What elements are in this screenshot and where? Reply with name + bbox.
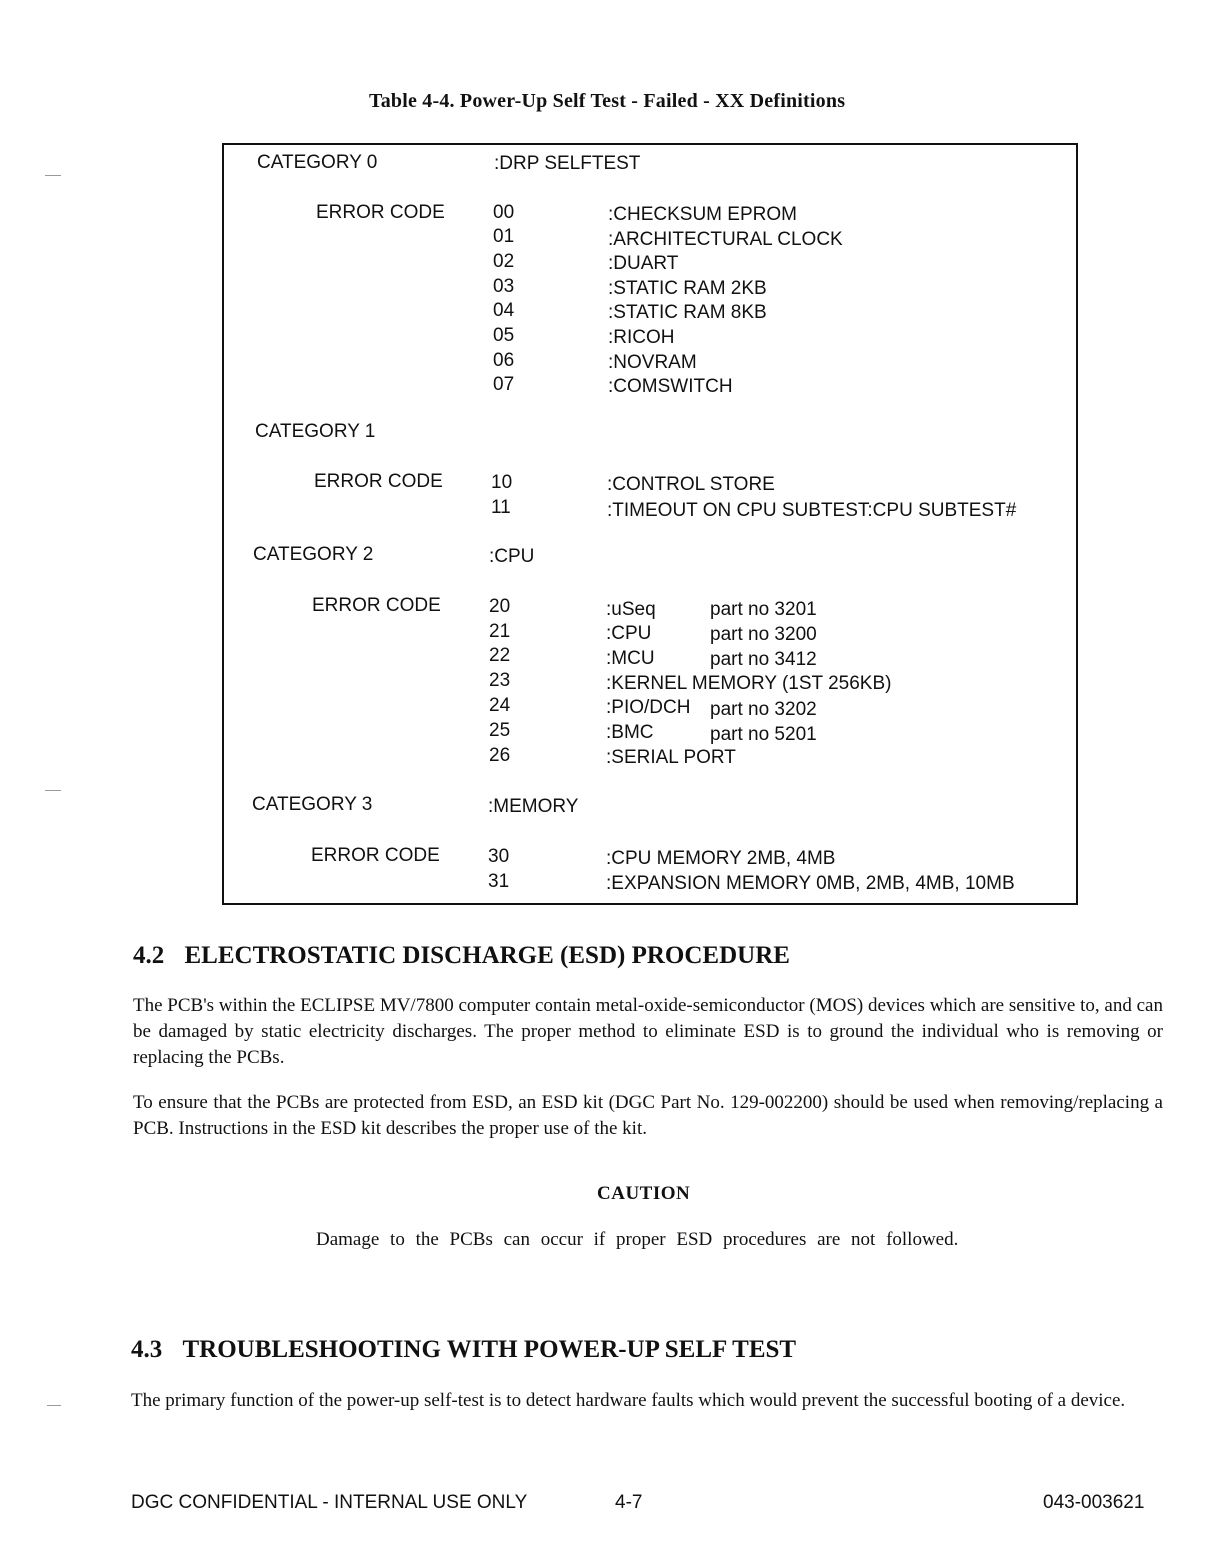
category-label: CATEGORY 2: [253, 544, 374, 565]
error-code: 30: [488, 846, 510, 867]
error-desc: :BMC: [606, 722, 654, 743]
error-desc: :uSeq: [606, 599, 656, 620]
paragraph: The primary function of the power-up self-test is to detect hardware faults which would prevent the successful booting of a device.: [131, 1390, 1126, 1411]
section-title: TROUBLESHOOTING WITH POWER-UP SELF TEST: [182, 1336, 797, 1363]
category-name: :MEMORY: [488, 796, 579, 817]
error-desc: :CONTROL STORE: [607, 474, 775, 495]
table-title: Table 4-4. Power-Up Self Test - Failed - XX Definitions: [369, 90, 846, 112]
margin-mark: [45, 175, 61, 176]
error-code: 10: [491, 472, 513, 493]
section-title: ELECTROSTATIC DISCHARGE (ESD) PROCEDURE: [184, 942, 790, 969]
category-label: CATEGORY 1: [255, 421, 376, 442]
part-number: part no 3202: [710, 699, 817, 720]
caution-heading: CAUTION: [597, 1183, 691, 1204]
section-number: 4.2: [133, 942, 165, 969]
error-code: 05: [493, 325, 515, 346]
error-code-label: ERROR CODE: [316, 202, 445, 223]
category-name: :DRP SELFTEST: [494, 153, 641, 174]
error-code: 03: [493, 276, 515, 297]
error-desc: :RICOH: [608, 327, 675, 348]
error-desc: :SERIAL PORT: [606, 747, 736, 768]
error-code-label: ERROR CODE: [312, 595, 441, 616]
error-desc: :CPU MEMORY 2MB, 4MB: [606, 848, 836, 869]
error-desc: :EXPANSION MEMORY 0MB, 2MB, 4MB, 10MB: [606, 873, 1015, 894]
error-desc: :COMSWITCH: [608, 376, 733, 397]
category-label: CATEGORY 0: [257, 152, 378, 173]
section-number: 4.3: [131, 1336, 163, 1363]
error-code: 31: [488, 871, 510, 892]
error-code-label: ERROR CODE: [314, 471, 443, 492]
error-code: 23: [489, 670, 511, 691]
error-desc: :STATIC RAM 8KB: [608, 302, 767, 323]
error-desc: :TIMEOUT ON CPU SUBTEST:CPU SUBTEST#: [607, 500, 1017, 521]
error-desc: :ARCHITECTURAL CLOCK: [608, 229, 843, 250]
error-code: 21: [489, 621, 511, 642]
error-desc: :CHECKSUM EPROM: [608, 204, 797, 225]
footer-confidential: DGC CONFIDENTIAL - INTERNAL USE ONLY: [131, 1492, 528, 1513]
part-number: part no 5201: [710, 724, 817, 745]
error-code: 26: [489, 745, 511, 766]
page-number: 4-7: [615, 1492, 643, 1513]
error-desc: :MCU: [606, 648, 655, 669]
error-desc: :STATIC RAM 2KB: [608, 278, 767, 299]
error-code: 01: [493, 226, 515, 247]
caution-text: Damage to the PCBs can occur if proper ESD procedures are not followed.: [316, 1229, 959, 1250]
part-number: part no 3412: [710, 649, 817, 670]
document-number: 043-003621: [1043, 1492, 1145, 1513]
error-code: 24: [489, 695, 511, 716]
error-desc: :DUART: [608, 253, 679, 274]
error-code: 22: [489, 645, 511, 666]
error-desc: :NOVRAM: [608, 352, 697, 373]
error-desc: :PIO/DCH: [606, 697, 691, 718]
error-code-label: ERROR CODE: [311, 845, 440, 866]
section-heading: [133, 942, 790, 970]
error-desc: :KERNEL MEMORY (1ST 256KB): [606, 673, 892, 694]
paragraph: To ensure that the PCBs are protected from ESD, an ESD kit (DGC Part No. 129-002200) should be used when removing/replacing a PCB. Instructions in the ESD kit describes the proper use of the kit.: [133, 1092, 1163, 1139]
error-code: 11: [491, 497, 511, 518]
error-code: 04: [493, 300, 515, 321]
error-code: 06: [493, 350, 515, 371]
margin-mark: [45, 790, 61, 791]
part-number: part no 3201: [710, 599, 817, 620]
error-code: 07: [493, 374, 515, 395]
section-heading: [131, 1336, 796, 1364]
margin-mark: [47, 1405, 61, 1406]
part-number: part no 3200: [710, 624, 817, 645]
error-code: 00: [493, 202, 515, 223]
error-desc: :CPU: [606, 623, 652, 644]
paragraph: The PCB's within the ECLIPSE MV/7800 computer contain metal-oxide-semiconductor (MOS) devices which are sensitive to, and can be damaged by static electricity discharges. The proper method to eliminate ESD is to ground the individual who is removing or replacing the PCBs.: [133, 995, 1163, 1068]
category-name: :CPU: [489, 546, 535, 567]
category-label: CATEGORY 3: [252, 794, 373, 815]
error-code: 02: [493, 251, 515, 272]
error-code: 20: [489, 596, 511, 617]
error-code: 25: [489, 720, 511, 741]
